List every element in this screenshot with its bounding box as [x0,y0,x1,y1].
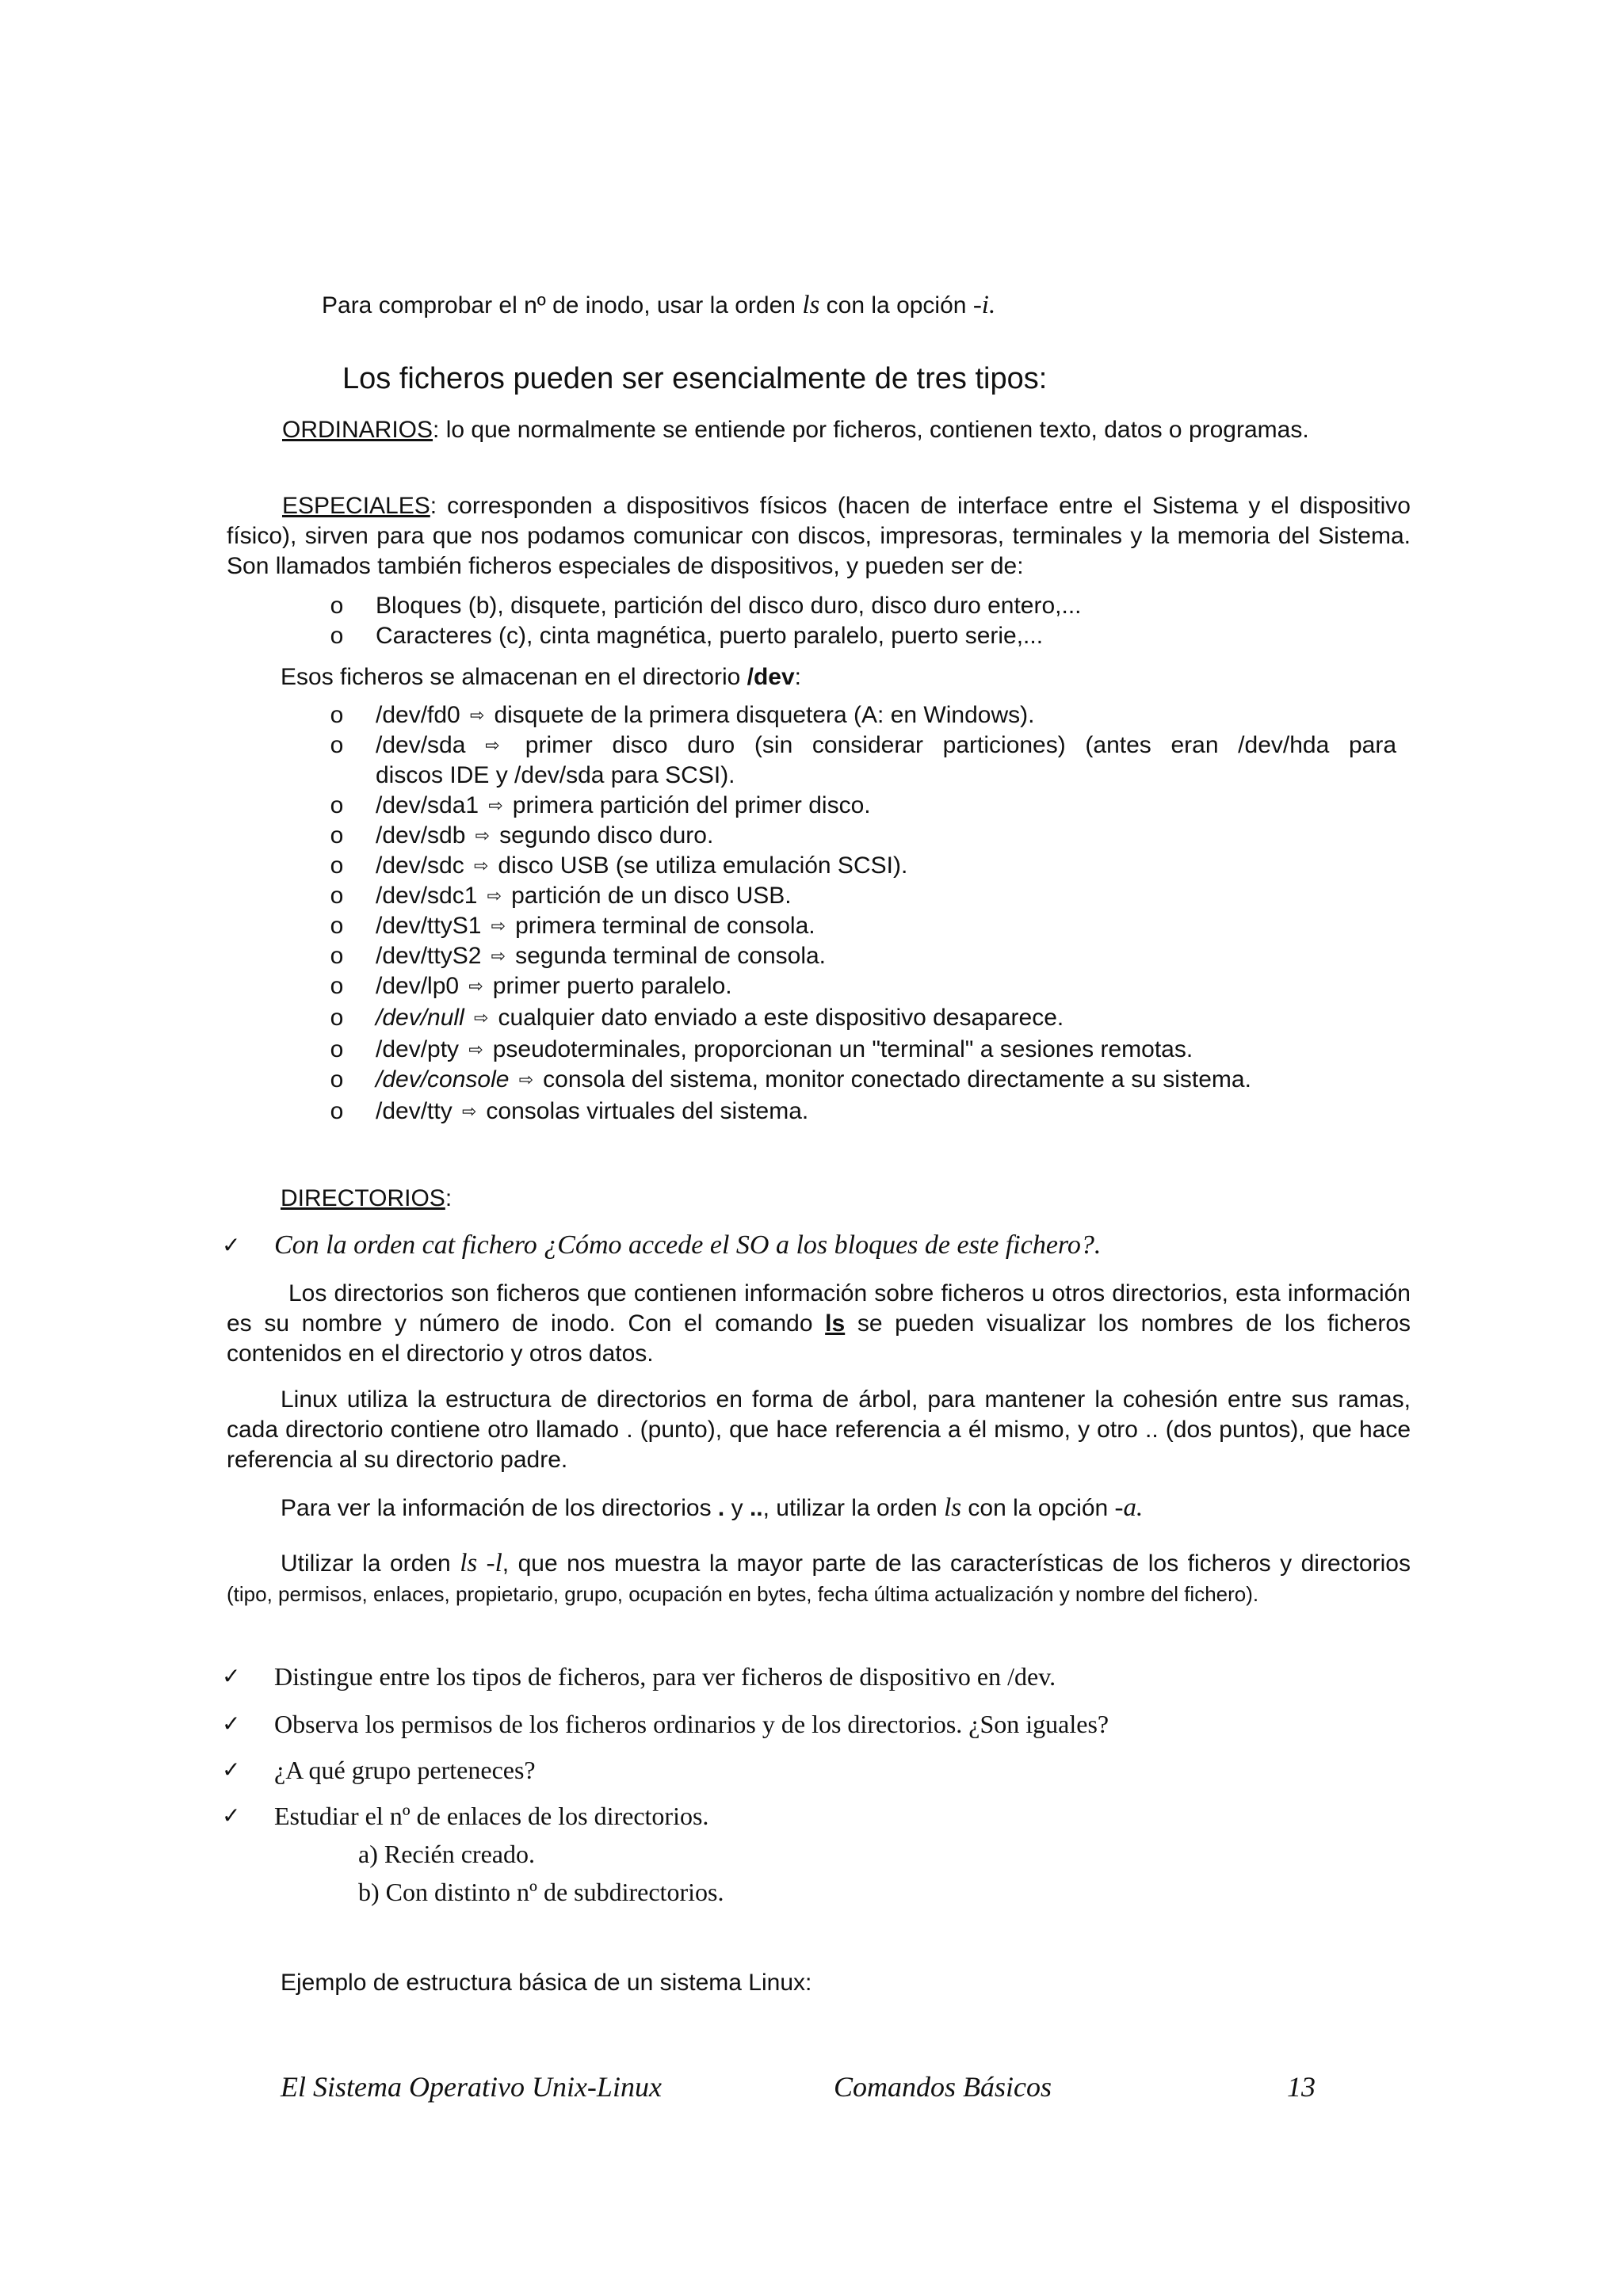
arrow-right-icon: ⇨ [469,705,485,725]
checkmark-icon: ✓ [222,1802,241,1829]
task-text: ¿A qué grupo perteneces? [274,1756,536,1784]
ordinarios-text: : lo que normalmente se entiende por ficheros, contienen texto, datos o programas. [433,417,1309,443]
page-number: 13 [1287,2071,1316,2103]
dev-directory-line [281,662,1390,692]
list-item [0,1035,1623,1065]
list-item [0,730,1623,791]
device-path: /dev/sdc1 [376,883,478,909]
arrow-right-icon: ⇨ [491,946,506,966]
device-path: /dev/null [376,1005,464,1031]
paragraph-text: Para ver la información de los directorios [281,1495,718,1521]
list-item [0,700,1623,730]
ordinarios-paragraph [227,415,1411,445]
example-label: Ejemplo de estructura básica de un sistema Linux: [281,1970,812,1996]
ls-command: ls [944,1493,962,1522]
bullet-marker: o [330,792,344,818]
directorios-paragraph-4 [227,1548,1411,1609]
list-item [0,911,1623,941]
bullet-marker: o [330,1098,344,1124]
device-description: segunda terminal de consola. [515,943,827,969]
bullet-marker: o [330,593,344,619]
arrow-right-icon: ⇨ [491,916,506,936]
checkmark-icon: ✓ [222,1232,241,1258]
file-types-heading: Los ficheros pueden ser esencialmente de tres tipos: [342,362,1048,395]
dev-intro-text: Esos ficheros se almacenan en el directorio [281,664,747,690]
list-item-text: Caracteres (c), cinta magnética, puerto paralelo, puerto serie,... [376,623,1044,649]
device-description: consolas virtuales del sistema. [486,1098,809,1124]
list-item [0,881,1623,911]
bullet-marker: o [330,943,344,969]
device-path: /dev/sdc [376,852,464,879]
task-text: Estudiar el nº de enlaces de los directorios. [274,1802,709,1830]
especiales-text: : corresponden a dispositivos físicos (hacen de interface entre el Sistema y el dispositivo físico), sirven para que nos podamos comunicar con discos, impresoras, terminales y la memoria del Sistema. Son llamados también ficheros especiales de dispositivos, y pueden ser de: [227,493,1411,579]
device-path: /dev/sda1 [376,792,479,818]
device-description: disco USB (se utiliza emulación SCSI). [498,852,908,879]
list-item [0,791,1623,821]
bullet-marker: o [330,852,344,879]
list-item [0,1065,1623,1095]
device-description: primera partición del primer disco. [512,792,871,818]
arrow-right-icon: ⇨ [473,856,489,875]
ls-l-command: ls -l [460,1549,502,1577]
device-path: /dev/pty [376,1036,460,1062]
bullet-marker: o [330,913,344,939]
subtask-item: b) Con distinto nº de subdirectorios. [358,1878,724,1906]
arrow-right-icon: ⇨ [485,735,500,755]
inode-instruction [322,290,1431,321]
list-item-text: Bloques (b), disquete, partición del disco duro, disco duro entero,... [376,593,1082,619]
paragraph-text: Los directorios son ficheros que contienen información sobre ficheros u otros directorios, esta información es su nombre y número de inodo. Con el comando [227,1280,1411,1337]
directorios-end: : [445,1185,453,1211]
device-description: partición de un disco USB. [511,883,792,909]
paragraph-text: , utilizar la orden [762,1495,945,1521]
footer-book-title: El Sistema Operativo Unix-Linux [281,2071,662,2103]
checkmark-icon: ✓ [222,1711,241,1737]
bullet-marker: o [330,1036,344,1062]
footer-chapter-title: Comandos Básicos [834,2071,1052,2103]
dot-symbol: . [717,1495,725,1521]
list-item [0,1097,1623,1127]
bullet-marker: o [330,1005,344,1031]
bullet-marker: o [330,1066,344,1093]
list-item [0,1003,1623,1033]
double-dot-symbol: .. [749,1495,763,1521]
arrow-right-icon: ⇨ [475,826,490,845]
device-description: pseudoterminales, proporcionan un "terminal" a sesiones remotas. [492,1036,1193,1062]
device-description-continued: discos IDE y /dev/sda para SCSI). [376,762,735,788]
directorios-heading [281,1184,756,1214]
device-path: /dev/sda [376,732,466,758]
device-path: /dev/console [376,1066,510,1093]
intro-text-mid: con la opción [819,292,973,318]
especiales-term: ESPECIALES [282,493,430,519]
a-option: -a [1114,1493,1137,1522]
device-path: /dev/ttyS2 [376,943,482,969]
bullet-marker: o [330,883,344,909]
device-path: /dev/lp0 [376,973,460,999]
intro-text: Para comprobar el nº de inodo, usar la orden [322,292,803,318]
task-text: Observa los permisos de los ficheros ordinarios y de los directorios. ¿Son iguales? [274,1710,1109,1738]
question-text: Con la orden cat fichero ¿Cómo accede el SO a los bloques de este fichero?. [274,1230,1102,1260]
device-path: /dev/tty [376,1098,453,1124]
bullet-marker: o [330,623,344,649]
intro-end: . [988,291,996,319]
device-path: /dev/sdb [376,822,466,849]
bullet-marker: o [330,732,344,758]
paragraph-text: se pueden visualizar los nombres de los ficheros contenidos en el directorio y otros datos. [227,1310,1411,1367]
task-text: Distingue entre los tipos de ficheros, para ver ficheros de dispositivo en /dev. [274,1662,1056,1691]
arrow-right-icon: ⇨ [468,1039,483,1059]
ls-command: ls [825,1310,846,1337]
paragraph-note: (tipo, permisos, enlaces, propietario, grupo, ocupación en bytes, fecha última actualización y nombre del fichero). [227,1582,1259,1606]
device-description: disquete de la primera disquetera (A: en Windows). [494,702,1035,728]
dev-intro-end: : [794,664,802,690]
i-option: -i [972,291,989,319]
arrow-right-icon: ⇨ [468,976,483,996]
arrow-right-icon: ⇨ [518,1070,534,1089]
list-item [0,851,1623,881]
device-description: primera terminal de consola. [515,913,815,939]
checkmark-icon: ✓ [222,1756,241,1783]
especiales-paragraph [227,491,1411,582]
list-item [0,821,1623,851]
bullet-marker: o [330,973,344,999]
paragraph-end: . [1136,1493,1144,1522]
list-item [0,941,1623,971]
directorios-paragraph-1 [227,1279,1411,1369]
paragraph-text: con la opción [961,1495,1115,1521]
device-description: segundo disco duro. [499,822,714,849]
bullet-marker: o [330,702,344,728]
checkmark-icon: ✓ [222,1663,241,1689]
ls-command: ls [802,291,820,319]
paragraph-text: Utilizar la orden [281,1550,460,1577]
subtask-item: a) Recién creado. [358,1840,535,1868]
arrow-right-icon: ⇨ [473,1008,489,1028]
device-description: primer puerto paralelo. [492,973,732,999]
directorios-paragraph-3 [281,1493,1406,1524]
paragraph-text: y [724,1495,750,1521]
list-item [0,971,1623,1001]
list-item [0,621,1623,651]
device-description: consola del sistema, monitor conectado directamente a su sistema. [543,1066,1251,1093]
device-description: primer disco duro (sin considerar particiones) (antes eran /dev/hda para [525,732,1396,758]
dev-dir-name: /dev [747,664,795,690]
arrow-right-icon: ⇨ [488,795,503,815]
device-description: cualquier dato enviado a este dispositivo desaparece. [498,1005,1064,1031]
ordinarios-term: ORDINARIOS [282,417,433,443]
list-item [0,591,1623,621]
device-path: /dev/fd0 [376,702,460,728]
directorios-term: DIRECTORIOS [281,1185,445,1211]
arrow-right-icon: ⇨ [487,886,502,906]
paragraph-text: , que nos muestra la mayor parte de las características de los ficheros y directorios [502,1550,1411,1577]
device-path: /dev/ttyS1 [376,913,482,939]
directorios-paragraph-2: Linux utiliza la estructura de directorios en forma de árbol, para mantener la cohesión entre sus ramas, cada directorio contiene otro llamado . (punto), que hace referencia a él mismo, y otro .. (dos puntos), que hace referencia al su directorio padre. [227,1386,1411,1473]
arrow-right-icon: ⇨ [461,1101,477,1121]
bullet-marker: o [330,822,344,849]
